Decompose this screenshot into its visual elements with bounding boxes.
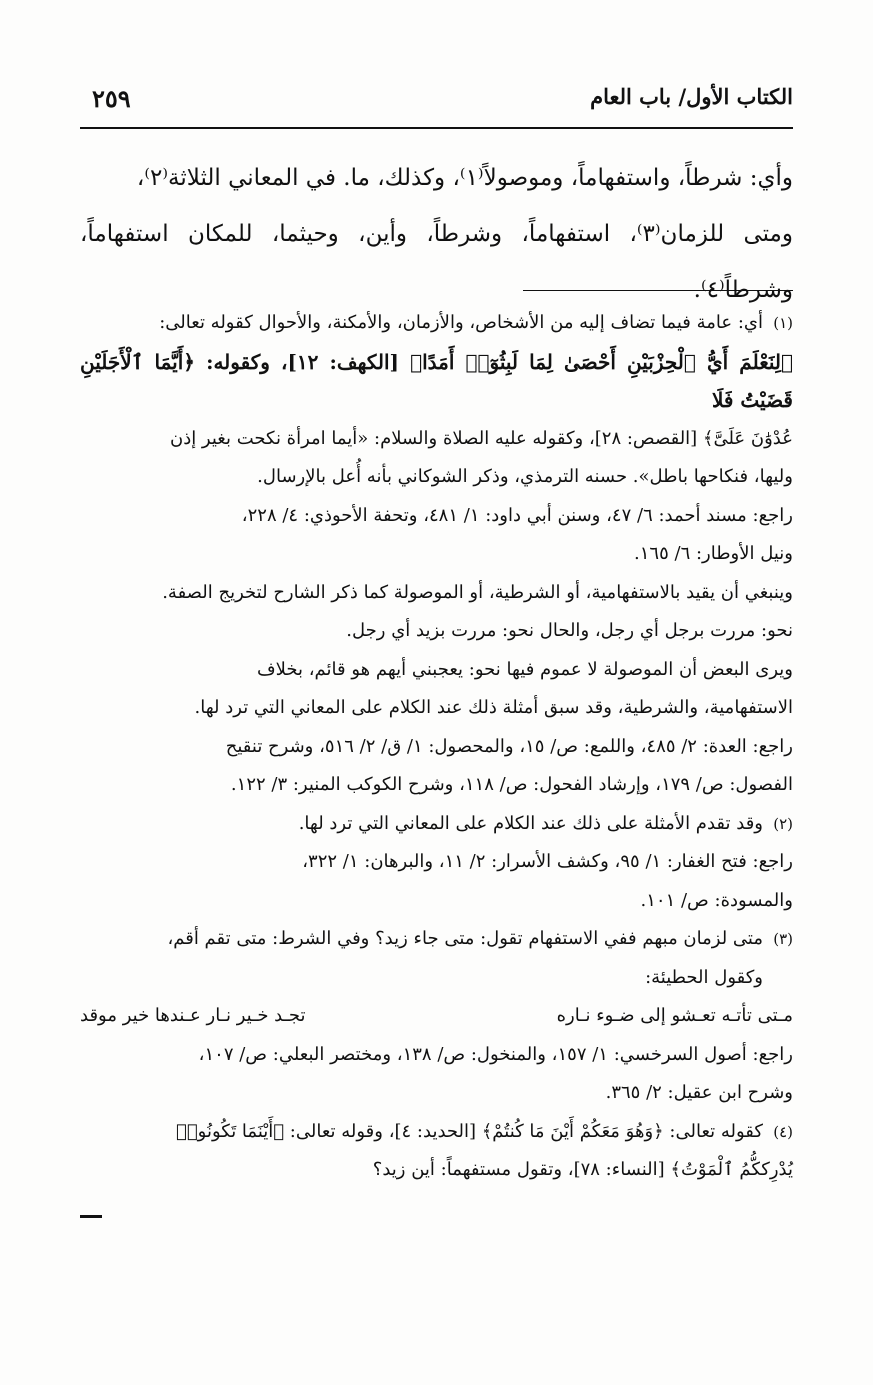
verse-first-hemistich: مـتى تأتـه تعـشو إلى ضـوء نـاره bbox=[556, 1005, 793, 1026]
footnotes bbox=[80, 304, 793, 1190]
main-text bbox=[80, 150, 793, 318]
verse-second-hemistich: تجـد خـير نـار عـندها خير موقد bbox=[80, 1005, 306, 1026]
main-line: وأي: شرطاً، واستفهاماً، وموصولاً⁽١⁾، وكذلك، ما. في المعاني الثلاثة⁽٢⁾، bbox=[136, 165, 793, 191]
footnote-line: وليها، فنكاحها باطل». حسنه الترمذي، وذكر الشوكاني بأنه أُعل بالإرسال. bbox=[257, 466, 793, 487]
chapter-title: الكتاب الأول/ باب العام bbox=[590, 84, 793, 109]
continuation-dash bbox=[80, 1215, 102, 1218]
header-rule bbox=[80, 127, 793, 129]
footnote-4 bbox=[80, 1113, 793, 1152]
footnote-text: كقوله تعالى: ﴿وَهُوَ مَعَكُمْ أَيْنَ مَا كُنتُمْ﴾ [الحديد: ٤]، وقوله تعالى: ﴿أَيْنَمَا تَكُونُوا۟ bbox=[176, 1120, 763, 1142]
footnote-line: راجع: مسند أحمد: ٦/ ٤٧، وسنن أبي داود: ١/ ٤٨١، وتحفة الأحوذي: ٤/ ٢٢٨، bbox=[241, 504, 793, 526]
footnote-line: يُدْرِككُّمُ ٱلْمَوْتُ﴾ [النساء: ٧٨]، وتقول مستفهماً: أين زيد؟ bbox=[372, 1159, 793, 1180]
footnote-line: عُدْوَٰنَ عَلَىَّ﴾ [القصص: ٢٨]، وكقوله عليه الصلاة والسلام: «أيما امرأة نكحت بغير إذن bbox=[169, 427, 793, 449]
footnote-1 bbox=[80, 304, 793, 343]
footnote-line: والمسودة: ص/ ١٠١. bbox=[640, 889, 793, 911]
main-line: ومتى للزمان⁽٣⁾، استفهاماً، وشرطاً، وأين، وحيثما، للمكان استفهاماً، وشرطاً⁽٤⁾. bbox=[80, 221, 793, 303]
footnote-line: ويرى البعض أن الموصولة لا عموم فيها نحو: يعجبني أيهم هو قائم، بخلاف bbox=[256, 658, 793, 680]
footnote-line: ونيل الأوطار: ٦/ ١٦٥. bbox=[634, 543, 793, 564]
footnote-line: راجع: أصول السرخسي: ١/ ١٥٧، والمنخول: ص/ ١٣٨، ومختصر البعلي: ص/ ١٠٧، bbox=[198, 1043, 793, 1065]
footnote-line: وكقول الحطيئة: bbox=[645, 966, 763, 988]
footnote-2 bbox=[80, 805, 793, 844]
footnote-separator bbox=[523, 290, 793, 291]
footnote-line: نحو: مررت برجل أي رجل، والحال نحو: مررت بزيد أي رجل. bbox=[346, 620, 793, 641]
footnote-text: أي: عامة فيما تضاف إليه من الأشخاص، والأزمان، والأمكنة، والأحوال كقوله تعالى: bbox=[159, 312, 763, 333]
footnote-line: الاستفهامية، والشرطية، وقد سبق أمثلة ذلك عند الكلام على المعاني التي ترد لها. bbox=[194, 697, 793, 718]
footnote-number: (١) bbox=[773, 314, 793, 332]
poetry-verse bbox=[80, 997, 793, 1036]
footnote-number: (٤) bbox=[773, 1122, 793, 1141]
footnote-number: (٣) bbox=[773, 930, 793, 948]
footnote-line: وينبغي أن يقيد بالاستفهامية، أو الشرطية، أو الموصولة كما ذكر الشارح لتخريج الصفة. bbox=[162, 581, 793, 603]
footnote-line: راجع: العدة: ٢/ ٤٨٥، واللمع: ص/ ١٥، والمحصول: ١/ ق/ ٢/ ٥١٦، وشرح تنقيح bbox=[225, 735, 793, 757]
footnote-line: وشرح ابن عقيل: ٢/ ٣٦٥. bbox=[605, 1082, 793, 1103]
quran-verse-line: ﴿لِنَعْلَمَ أَيُّ ٱلْحِزْبَيْنِ أَحْصَىٰ لِمَا لَبِثُوٓا۟ أَمَدًا﴾ [الكهف: ١٢]، وكقوله: ﴿أَيَّمَا ٱلْأَجَلَيْنِ قَضَيْتُ فَلَا bbox=[80, 349, 793, 412]
footnote-text: وقد تقدم الأمثلة على ذلك عند الكلام على المعاني التي ترد لها. bbox=[298, 812, 763, 834]
running-header bbox=[92, 84, 793, 124]
page-number: ٢٥٩ bbox=[92, 84, 131, 113]
footnote-line: الفصول: ص/ ١٧٩، وإرشاد الفحول: ص/ ١١٨، وشرح الكوكب المنير: ٣/ ١٢٢. bbox=[230, 774, 793, 795]
footnote-line: راجع: فتح الغفار: ١/ ٩٥، وكشف الأسرار: ٢/ ١١، والبرهان: ١/ ٣٢٢، bbox=[302, 851, 793, 872]
footnote-text: متى لزمان مبهم ففي الاستفهام تقول: متى جاء زيد؟ وفي الشرط: متى تقم أقم، bbox=[167, 928, 763, 949]
footnote-3 bbox=[80, 920, 793, 959]
footnote-number: (٢) bbox=[773, 814, 793, 833]
